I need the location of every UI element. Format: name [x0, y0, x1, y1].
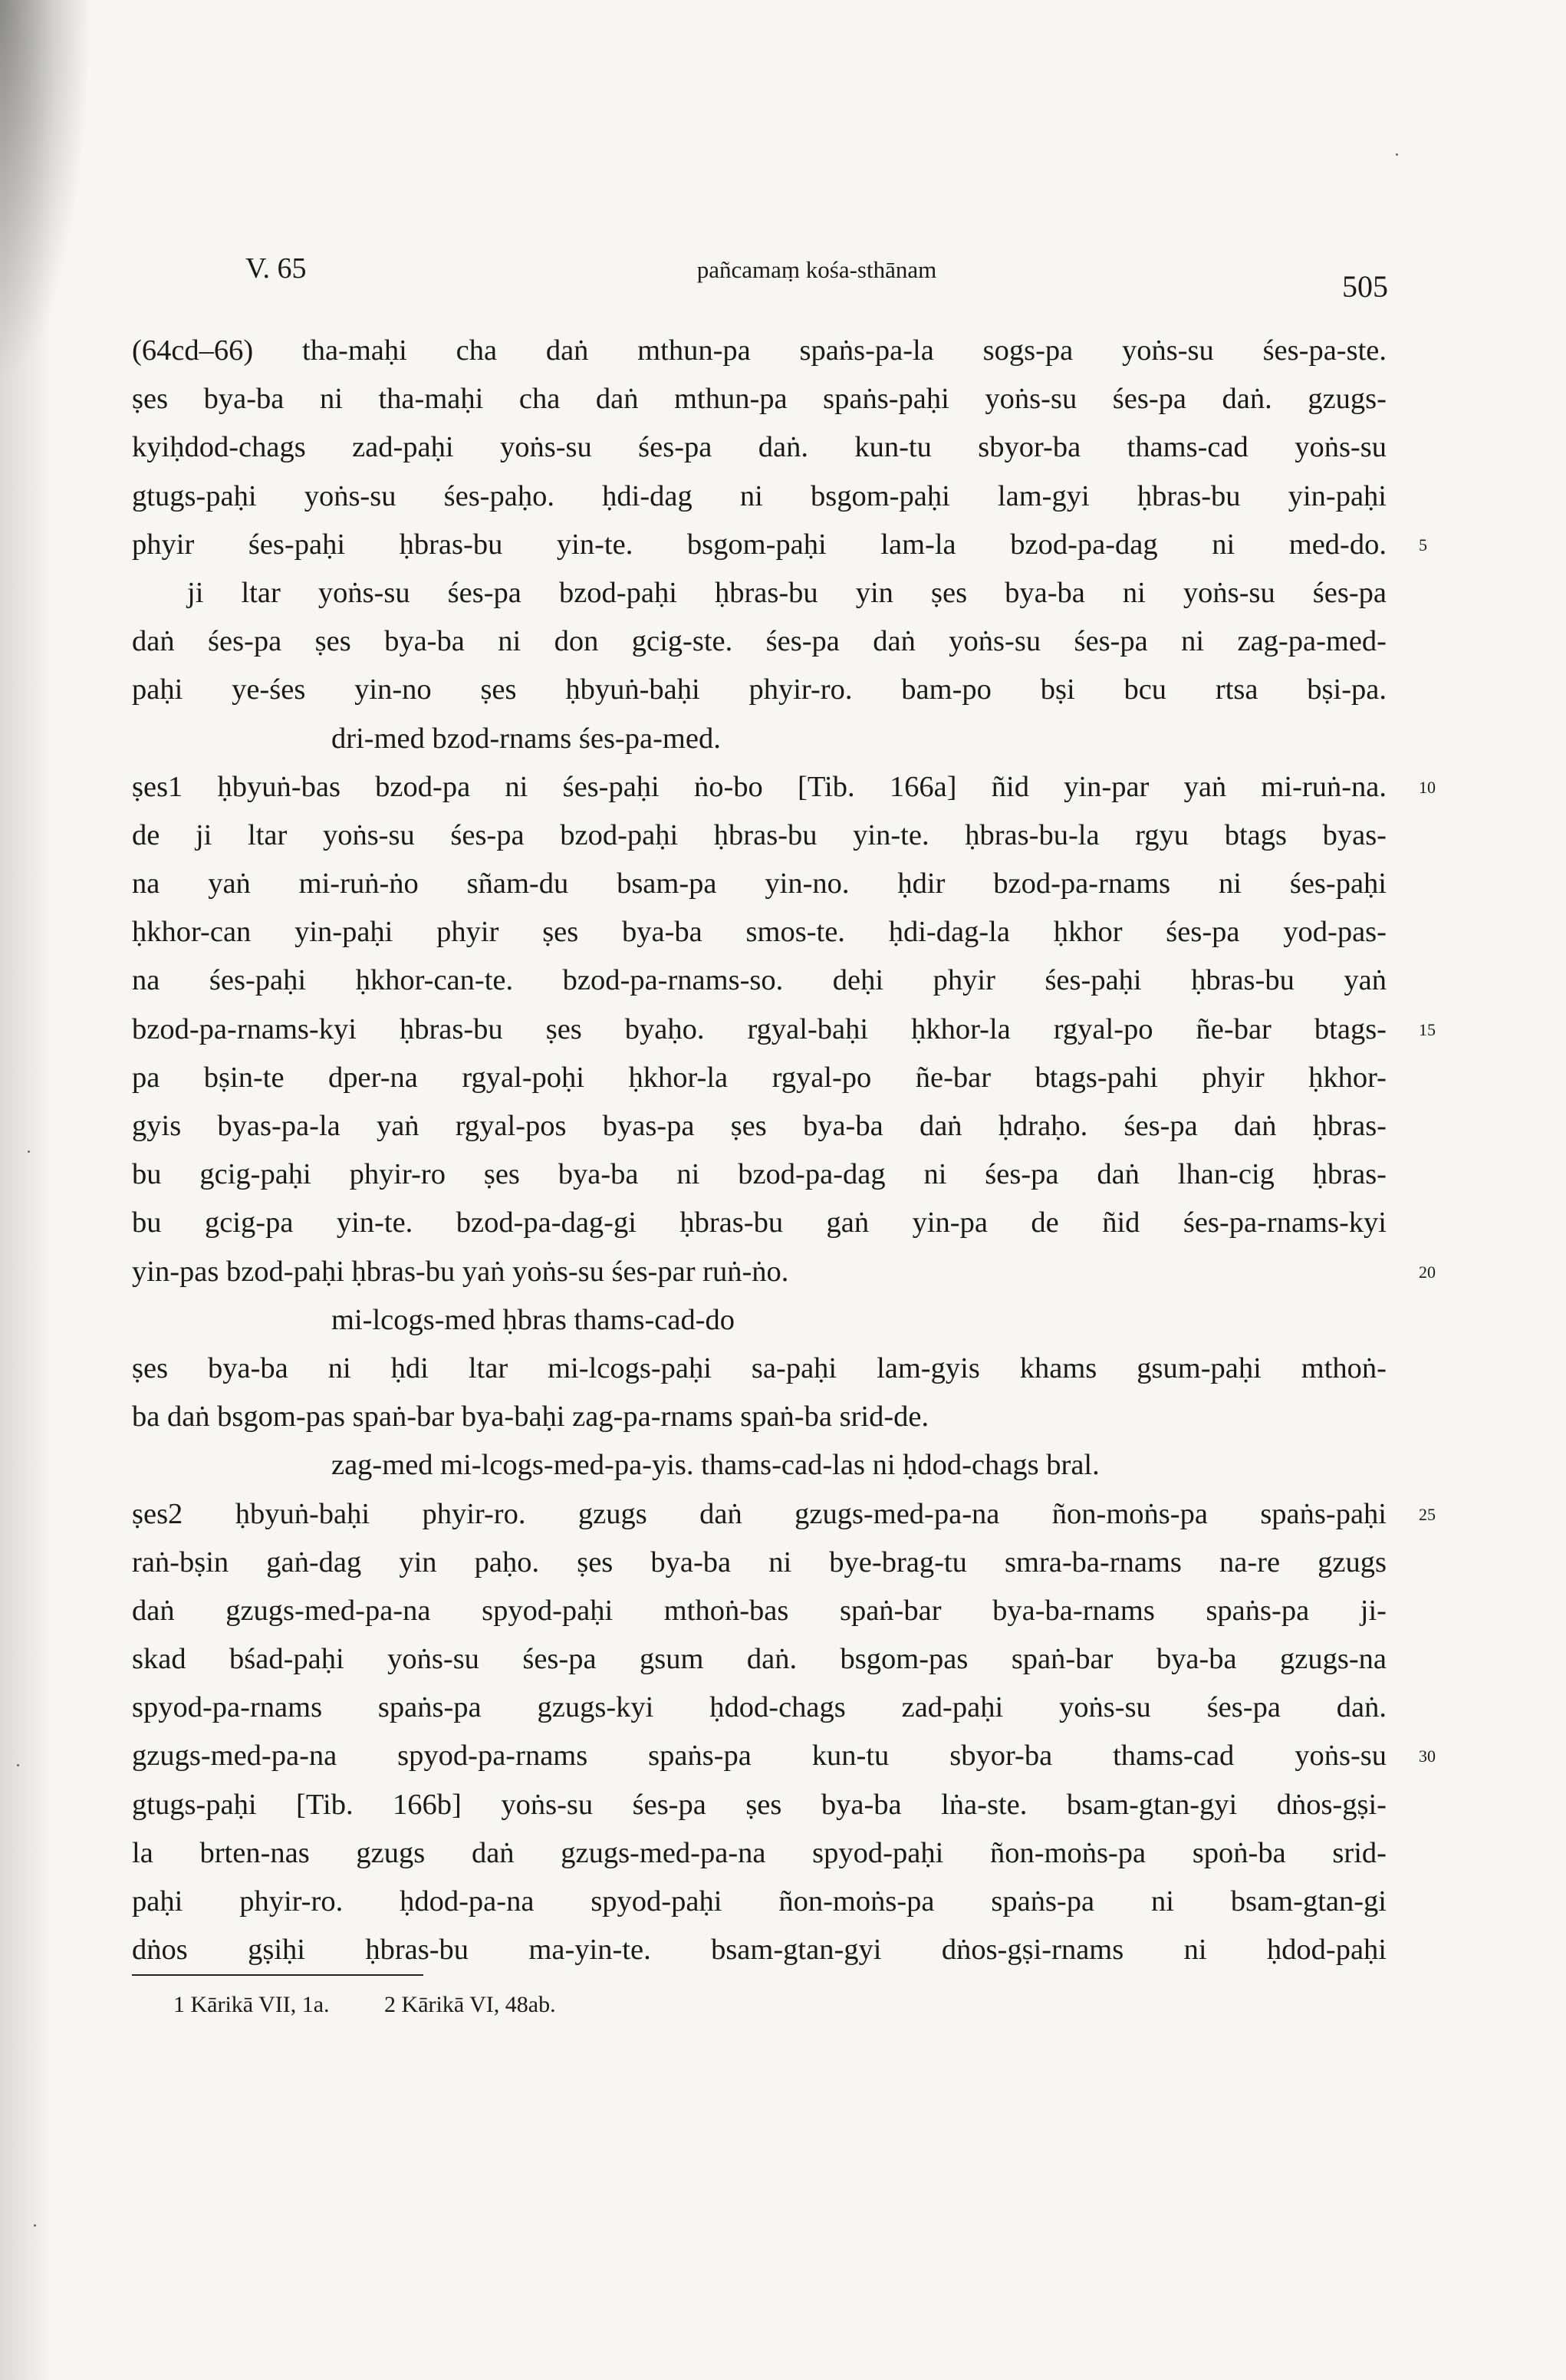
text-line: bzod-pa-rnams-kyi ḥbras-bu ṣes byaḥo. rgyal-baḥi ḥkhor-la rgyal-po ñe-bar btags- 15: [132, 1006, 1387, 1054]
text-line: paḥi ye-śes yin-no ṣes ḥbyuṅ-baḥi phyir-ro. bam-po bṣi bcu rtsa bṣi-pa.: [132, 673, 1387, 706]
section-reference: V. 65: [245, 252, 307, 285]
running-title: pañcamaṃ kośa-sthānam: [696, 256, 937, 283]
footnote-2: 2 Kārikā VI, 48ab.: [384, 1992, 556, 2017]
text-line: gzugs-med-pa-na spyod-pa-rnams spaṅs-pa kun-tu sbyor-ba thams-cad yoṅs-su 30: [132, 1732, 1387, 1780]
scan-speck: [34, 2224, 36, 2227]
text-line: gyis byas-pa-la yaṅ rgyal-pos byas-pa ṣes bya-ba daṅ ḥdraḥo. śes-pa daṅ ḥbras-: [132, 1110, 1387, 1142]
text-line: raṅ-bṣin gaṅ-dag yin paḥo. ṣes bya-ba ni bye-brag-tu smra-ba-rnams na-re gzugs: [132, 1546, 1387, 1578]
text-line: skad bśad-paḥi yoṅs-su śes-pa gsum daṅ. bsgom-pas spaṅ-bar bya-ba gzugs-na: [132, 1643, 1387, 1676]
text-line: pa bṣin-te dper-na rgyal-poḥi ḥkhor-la rgyal-po ñe-bar btags-pahi phyir ḥkhor-: [132, 1061, 1387, 1094]
running-header: [245, 245, 1388, 307]
footnote-divider: [132, 1974, 423, 1976]
text-line: paḥi phyir-ro. ḥdod-pa-na spyod-paḥi ñon-moṅs-pa spaṅs-pa ni bsam-gtan-gi: [132, 1885, 1387, 1917]
footnote-1: 1 Kārikā VII, 1a.: [173, 1992, 330, 2017]
page-corner-shadow: [0, 0, 92, 383]
main-text: [132, 327, 1436, 1974]
verse-line: mi-lcogs-med ḥbras thams-cad-do: [331, 1303, 735, 1336]
text-line: dṅos gṣiḥi ḥbras-bu ma-yin-te. bsam-gtan-gyi dṅos-gṣi-rnams ni ḥdod-paḥi: [132, 1934, 1387, 1967]
text-line: na yaṅ mi-ruṅ-ṅo sñam-du bsam-pa yin-no. ḥdir bzod-pa-rnams ni śes-paḥi: [132, 867, 1387, 900]
page-number: 505: [1342, 269, 1388, 304]
line-number: 25: [1419, 1504, 1436, 1524]
text-line: ṣes bya-ba ni tha-maḥi cha daṅ mthun-pa spaṅs-paḥi yoṅs-su śes-pa daṅ. gzugs-: [132, 383, 1387, 416]
line-number: 20: [1419, 1262, 1436, 1282]
text-line: (64cd–66) tha-maḥi cha daṅ mthun-pa spaṅs-pa-la sogs-pa yoṅs-su śes-pa-ste.: [132, 334, 1387, 367]
text-line: na śes-paḥi ḥkhor-can-te. bzod-pa-rnams-so. deḥi phyir śes-paḥi ḥbras-bu yaṅ: [132, 964, 1387, 997]
line-number: 10: [1419, 777, 1436, 797]
line-number: 30: [1419, 1746, 1436, 1766]
text-line: bu gcig-pa yin-te. bzod-pa-dag-gi ḥbras-bu gaṅ yin-pa de ñid śes-pa-rnams-kyi: [132, 1206, 1387, 1239]
text-line: daṅ śes-pa ṣes bya-ba ni don gcig-ste. śes-pa daṅ yoṅs-su śes-pa ni zag-pa-med-: [132, 625, 1387, 658]
text-line: yin-pas bzod-paḥi ḥbras-bu yaṅ yoṅs-su śes-par ruṅ-ṅo. 20: [132, 1248, 1387, 1296]
text-line: kyiḥdod-chags zad-paḥi yoṅs-su śes-pa daṅ. kun-tu sbyor-ba thams-cad yoṅs-su: [132, 431, 1387, 464]
text-line: gtugs-paḥi yoṅs-su śes-paḥo. ḥdi-dag ni bsgom-paḥi lam-gyi ḥbras-bu yin-paḥi: [132, 479, 1387, 512]
scan-speck: [1396, 153, 1398, 156]
scan-speck: [28, 1150, 30, 1153]
text-line: la brten-nas gzugs daṅ gzugs-med-pa-na spyod-paḥi ñon-moṅs-pa spoṅ-ba srid-: [132, 1836, 1387, 1869]
line-number: 15: [1419, 1019, 1436, 1039]
footnotes: [173, 1990, 605, 2020]
text-line: ba daṅ bsgom-pas spaṅ-bar bya-baḥi zag-pa-rnams spaṅ-ba srid-de.: [132, 1401, 929, 1434]
verse-line: dri-med bzod-rnams śes-pa-med.: [331, 722, 721, 755]
text-line: ṣes2 ḥbyuṅ-baḥi phyir-ro. gzugs daṅ gzugs-med-pa-na ñon-moṅs-pa spaṅs-paḥi 25: [132, 1490, 1387, 1539]
text-line: ṣes bya-ba ni ḥdi ltar mi-lcogs-paḥi sa-paḥi lam-gyis khams gsum-paḥi mthoṅ-: [132, 1351, 1387, 1384]
text-line: spyod-pa-rnams spaṅs-pa gzugs-kyi ḥdod-chags zad-paḥi yoṅs-su śes-pa daṅ.: [132, 1691, 1387, 1724]
text-line: phyir śes-paḥi ḥbras-bu yin-te. bsgom-paḥi lam-la bzod-pa-dag ni med-do. 5: [132, 521, 1387, 569]
text-line: de ji ltar yoṅs-su śes-pa bzod-paḥi ḥbras-bu yin-te. ḥbras-bu-la rgyu btags byas-: [132, 818, 1387, 851]
text-line: ṣes1 ḥbyuṅ-bas bzod-pa ni śes-paḥi ṅo-bo [Tib. 166a] ñid yin-par yaṅ mi-ruṅ-na. 10: [132, 763, 1387, 811]
text-line: bu gcig-paḥi phyir-ro ṣes bya-ba ni bzod-pa-dag ni śes-pa daṅ lhan-cig ḥbras-: [132, 1158, 1387, 1191]
line-number: 5: [1419, 535, 1427, 555]
text-line: ji ltar yoṅs-su śes-pa bzod-paḥi ḥbras-bu yin ṣes bya-ba ni yoṅs-su śes-pa: [187, 576, 1387, 609]
verse-line: zag-med mi-lcogs-med-pa-yis. thams-cad-las ni ḥdod-chags bral.: [331, 1449, 1100, 1482]
text-line: daṅ gzugs-med-pa-na spyod-paḥi mthoṅ-bas spaṅ-bar bya-ba-rnams spaṅs-pa ji-: [132, 1594, 1387, 1627]
text-line: ḥkhor-can yin-paḥi phyir ṣes bya-ba smos-te. ḥdi-dag-la ḥkhor śes-pa yod-pas-: [132, 916, 1387, 949]
scan-speck: [17, 1764, 19, 1766]
text-line: gtugs-paḥi [Tib. 166b] yoṅs-su śes-pa ṣes bya-ba lṅa-ste. bsam-gtan-gyi dṅos-gṣi-: [132, 1788, 1387, 1821]
